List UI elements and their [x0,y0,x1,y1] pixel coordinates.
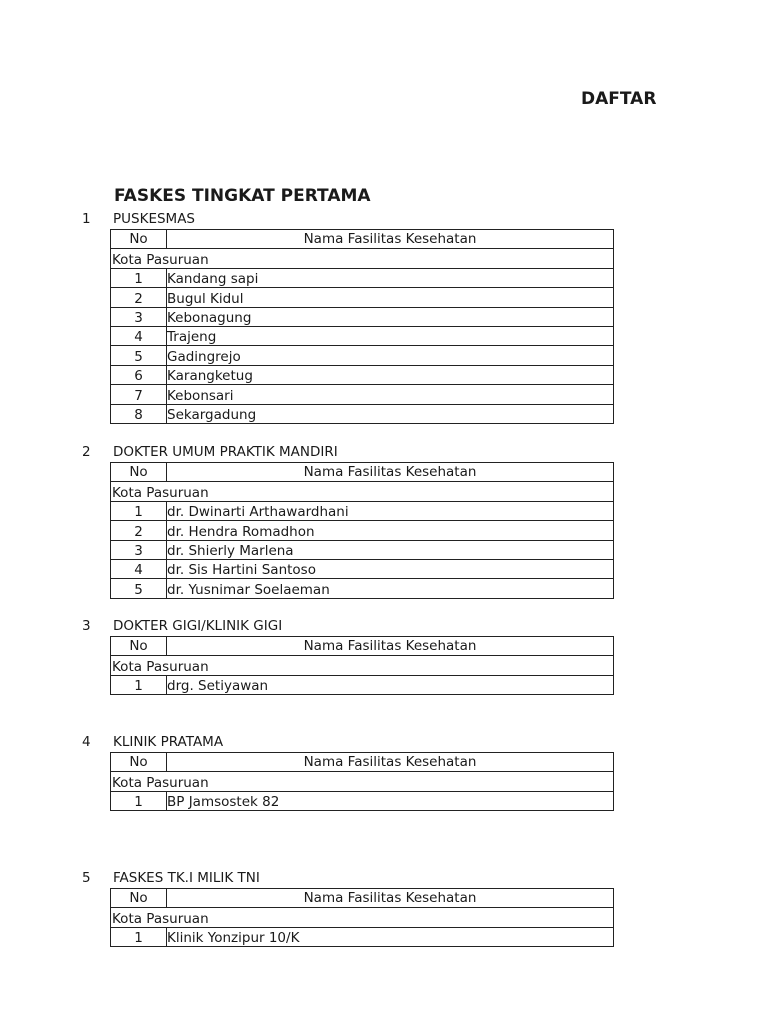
facility-table [110,462,614,599]
city-row [111,772,614,791]
row-number: 1 [111,501,167,520]
facility-name: Kebonsari [167,385,614,404]
city-label: Kota Pasuruan [112,484,209,501]
header-no: No [111,463,167,482]
facility-name: BP Jamsostek 82 [167,791,614,810]
row-number: 2 [111,288,167,307]
section-number: 1 [82,211,91,227]
table-row [111,501,614,520]
row-number: 1 [111,791,167,810]
row-number: 6 [111,365,167,384]
table-row [111,791,614,810]
table-row [111,675,614,694]
facility-name: Trajeng [167,326,614,345]
table-row [111,927,614,946]
header-no: No [111,753,167,772]
facility-name: dr. Dwinarti Arthawardhani [167,501,614,520]
table-row [111,385,614,404]
table-row [111,307,614,326]
header-name: Nama Fasilitas Kesehatan [167,637,614,656]
city-label: Kota Pasuruan [112,774,209,791]
row-number: 7 [111,385,167,404]
city-row [111,656,614,675]
table-row [111,579,614,598]
row-number: 3 [111,307,167,326]
table-row [111,365,614,384]
table-row [111,521,614,540]
facility-name: dr. Sis Hartini Santoso [167,559,614,578]
facility-table [110,888,614,947]
facility-name: Kandang sapi [167,268,614,287]
row-number: 3 [111,540,167,559]
header-name: Nama Fasilitas Kesehatan [167,230,614,249]
city-label: Kota Pasuruan [112,251,209,268]
header-no: No [111,637,167,656]
table-header-row [111,637,614,656]
header-name: Nama Fasilitas Kesehatan [167,889,614,908]
facility-table [110,636,614,695]
table-header-row [111,463,614,482]
section-number: 3 [82,618,91,634]
section-title: FASKES TK.I MILIK TNI [113,870,260,886]
facility-name: Karangketug [167,365,614,384]
city-label: Kota Pasuruan [112,910,209,927]
section-title: DOKTER GIGI/KLINIK GIGI [113,618,283,634]
table-row [111,559,614,578]
facility-name: dr. Shierly Marlena [167,540,614,559]
header-no: No [111,230,167,249]
row-number: 8 [111,404,167,423]
facility-name: Sekargadung [167,404,614,423]
section-title: PUSKESMAS [113,211,195,227]
table-row [111,346,614,365]
row-number: 2 [111,521,167,540]
section-number: 5 [82,870,91,886]
table-header-row [111,753,614,772]
section-title: DOKTER UMUM PRAKTIK MANDIRI [113,444,338,460]
row-number: 4 [111,559,167,578]
table-row [111,326,614,345]
table-row [111,268,614,287]
city-label: Kota Pasuruan [112,658,209,675]
header-name: Nama Fasilitas Kesehatan [167,463,614,482]
row-number: 5 [111,579,167,598]
facility-name: Kebonagung [167,307,614,326]
table-header-row [111,230,614,249]
table-row [111,404,614,423]
table-row [111,288,614,307]
facility-name: dr. Hendra Romadhon [167,521,614,540]
row-number: 5 [111,346,167,365]
row-number: 1 [111,268,167,287]
city-row [111,482,614,501]
document-heading: FASKES TINGKAT PERTAMA [114,186,371,206]
facility-name: Bugul Kidul [167,288,614,307]
city-row [111,908,614,927]
city-row [111,249,614,268]
section-number: 2 [82,444,91,460]
section-title: KLINIK PRATAMA [113,734,224,750]
section-number: 4 [82,734,91,750]
header-name: Nama Fasilitas Kesehatan [167,753,614,772]
facility-table [110,752,614,811]
row-number: 1 [111,675,167,694]
row-number: 4 [111,326,167,345]
facility-name: Klinik Yonzipur 10/K [167,927,614,946]
table-header-row [111,889,614,908]
page-title: DAFTAR [581,89,657,109]
header-no: No [111,889,167,908]
row-number: 1 [111,927,167,946]
facility-table [110,229,614,424]
facility-name: drg. Setiyawan [167,675,614,694]
facility-name: Gadingrejo [167,346,614,365]
table-row [111,540,614,559]
facility-name: dr. Yusnimar Soelaeman [167,579,614,598]
